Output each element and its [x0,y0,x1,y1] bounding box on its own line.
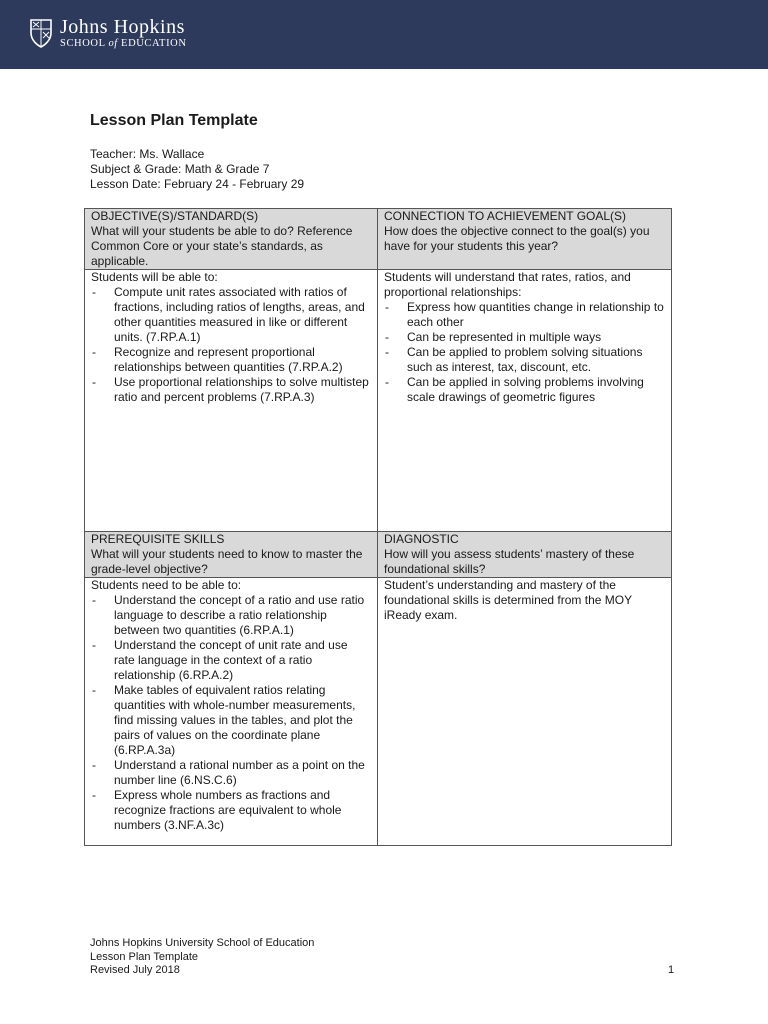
prerequisite-header-cell [85,532,378,578]
list-item: - Express whole numbers as fractions and recognize fractions are equivalent to whole numbers (3.NF.A.3c) [91,788,371,833]
list-item: - Make tables of equivalent ratios relating quantities with whole-number measurements, find missing values in the tables, and plot the pairs of values on the coordinate plane (6.RP.A.3a) [91,683,371,758]
subject-line: Subject & Grade: Math & Grade 7 [90,162,270,176]
list-item: - Express how quantities change in relationship to each other [384,300,665,330]
header-banner [0,0,768,69]
diagnostic-body: Student’s understanding and mastery of the foundational skills is determined from the MOY iReady exam. [384,578,632,622]
diagnostic-question: How will you assess students’ mastery of these foundational skills? [384,547,635,576]
footer-doc-name: Lesson Plan Template [90,950,199,963]
objective-intro: Students will be able to: [91,270,218,284]
date-line: Lesson Date: February 24 - February 29 [90,177,305,191]
connection-header-cell [378,209,672,270]
page-number: 1 [668,964,675,976]
prerequisite-heading: PREREQUISITE SKILLS [91,532,225,546]
teacher-line: Teacher: Ms. Wallace [90,147,205,161]
diagnostic-body-cell [378,578,672,846]
logo-wordmark: Johns Hopkins [60,15,185,38]
connection-intro: Students will understand that rates, ratios, and proportional relationships: [384,270,631,299]
page-footer [90,937,314,978]
objective-header-cell [85,209,378,270]
footer-revised: Revised July 2018 [90,964,180,976]
footer-institution: Johns Hopkins University School of Education [90,937,315,949]
list-item: - Can be applied to problem solving situations such as interest, tax, discount, etc. [384,345,665,375]
diagnostic-heading: DIAGNOSTIC [384,532,459,546]
prerequisite-body-cell [85,578,378,846]
objective-body-cell [85,270,378,532]
university-shield-icon [30,18,52,48]
list-item: - Use proportional relationships to solve multistep ratio and percent problems (7.RP.A.3) [91,375,371,405]
connection-body-cell [378,270,672,532]
connection-heading: CONNECTION TO ACHIEVEMENT GOAL(S) [384,209,627,223]
list-item: - Recognize and represent proportional relationships between quantities (7.RP.A.2) [91,345,371,375]
lesson-meta [90,147,304,192]
list-item: - Understand the concept of a ratio and use ratio language to describe a ratio relationship between two quantities (6.RP.A.1) [91,593,371,638]
list-item: - Understand the concept of unit rate and use rate language in the context of a ratio relationship (6.RP.A.2) [91,638,371,683]
document-title: Lesson Plan Template [90,112,258,129]
list-item: - Can be represented in multiple ways [384,330,665,345]
prerequisite-intro: Students need to be able to: [91,578,242,592]
prerequisite-list [91,593,371,833]
list-item: - Compute unit rates associated with ratios of fractions, including ratios of lengths, areas, and other quantities measured in like or different units. (7.RP.A.1) [91,285,371,345]
connection-list [384,300,665,405]
logo-school-name: SCHOOL of EDUCATION [60,37,187,49]
prerequisite-question: What will your students need to know to master the grade-level objective? [91,547,363,576]
objective-list [91,285,371,405]
objective-heading: OBJECTIVE(S)/STANDARD(S) [91,209,259,223]
list-item: - Understand a rational number as a point on the number line (6.NS.C.6) [91,758,371,788]
jhu-logo [30,14,187,52]
list-item: - Can be applied in solving problems involving scale drawings of geometric figures [384,375,665,405]
diagnostic-header-cell [378,532,672,578]
lesson-plan-table [84,208,672,846]
connection-question: How does the objective connect to the goal(s) you have for your students this year? [384,224,650,253]
objective-question: What will your students be able to do? Reference Common Core or your state’s standards, as applicable. [91,224,353,268]
